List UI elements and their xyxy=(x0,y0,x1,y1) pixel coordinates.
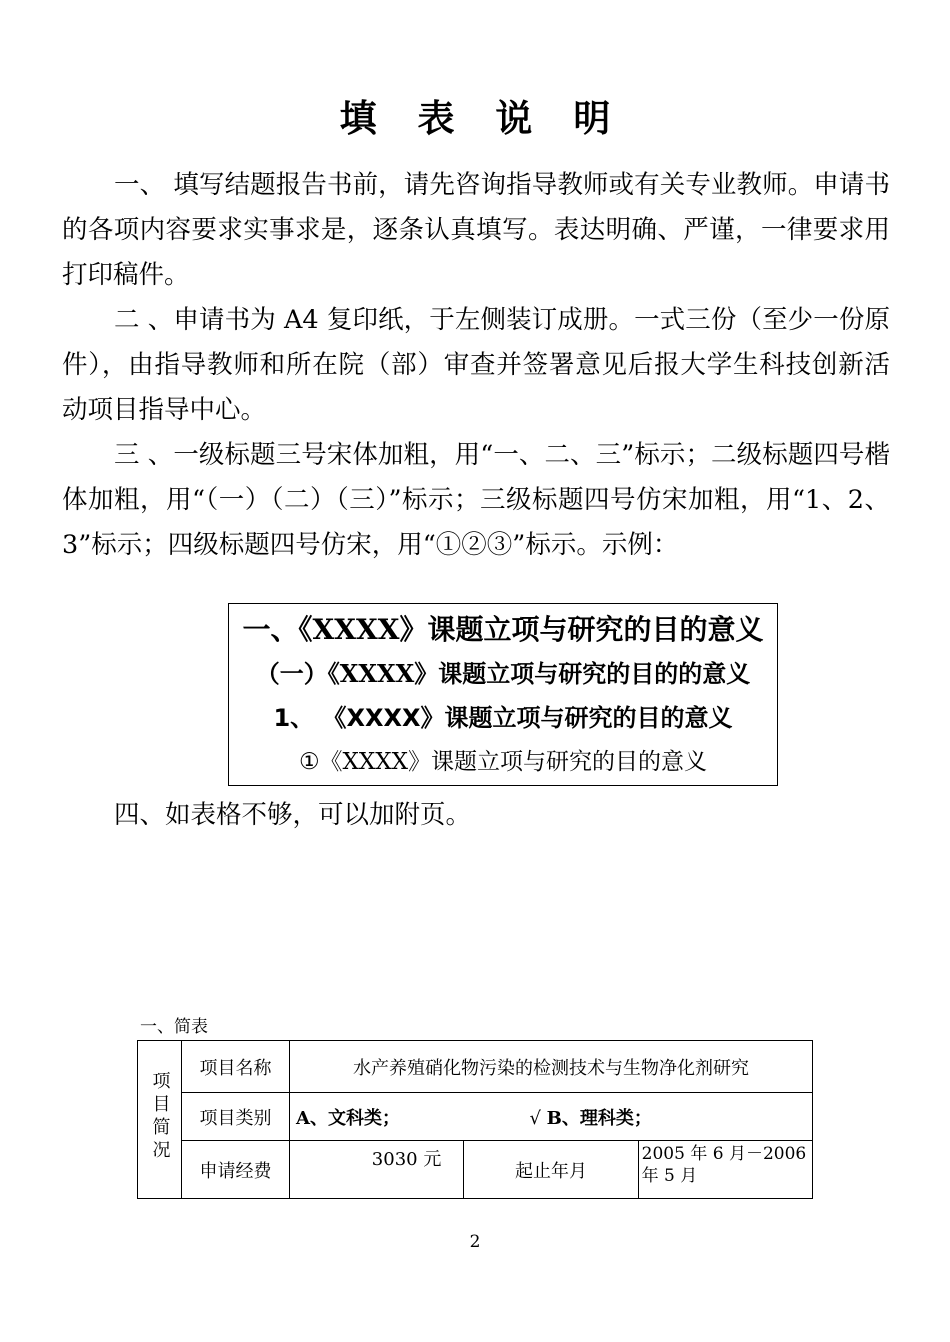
vertical-header-project-overview xyxy=(138,1041,182,1199)
cell-date-range-value[interactable]: 2005 年 6 月－2006 年 5 月 xyxy=(638,1141,812,1199)
category-option-b[interactable]: B、理科类； xyxy=(546,1107,652,1129)
instruction-paragraph-2: 二 、申请书为 A4 复印纸，于左侧装订成册。一式三份（至少一份原件），由指导教师和所在院（部）审查并签署意见后报大学生科技创新活动项目指导中心。 xyxy=(62,305,890,425)
section-label-brief-table: 一、简表 xyxy=(140,1017,208,1037)
table-row xyxy=(138,1141,813,1199)
example-heading-level-2: （一）《XXXX》课题立项与研究的目的的意义 xyxy=(255,659,751,688)
example-heading-level-1: 一、《XXXX》课题立项与研究的目的意义 xyxy=(242,613,764,646)
category-option-a[interactable]: A、文科类； xyxy=(296,1107,400,1129)
instruction-paragraph-1: 一、 填写结题报告书前，请先咨询指导教师或有关专业教师。申请书的各项内容要求实事求是，逐条认真填写。表达明确、严谨，一律要求用打印稿件。 xyxy=(62,170,890,290)
row-label-date-range: 起止年月 xyxy=(464,1141,638,1199)
cell-project-name-value[interactable]: 水产养殖硝化物污染的检测技术与生物净化剂研究 xyxy=(290,1041,813,1093)
page-number: 2 xyxy=(469,1232,481,1252)
example-heading-level-3: 1、 《XXXX》课题立项与研究的目的意义 xyxy=(273,704,733,732)
instructions-block xyxy=(62,163,890,568)
row-label-project-category: 项目类别 xyxy=(182,1093,290,1141)
vertical-header-label: 项目简况 xyxy=(149,1071,171,1163)
table-row xyxy=(138,1041,813,1093)
cell-project-category-value[interactable] xyxy=(290,1093,813,1141)
brief-table xyxy=(137,1040,813,1199)
checkmark-icon: √ xyxy=(529,1107,541,1129)
heading-format-example-box xyxy=(228,603,778,786)
page-title: 填 表 说 明 xyxy=(339,96,625,140)
instruction-paragraph-3: 三 、一级标题三号宋体加粗，用“一、二、三”标示；二级标题四号楷体加粗，用“（一）（二）（三）”标示；三级标题四号仿宋加粗，用“1、2、3”标示；四级标题四号仿宋，用“①②③”标示。示例： xyxy=(62,440,890,560)
row-label-project-name: 项目名称 xyxy=(182,1041,290,1093)
row-label-funding: 申请经费 xyxy=(182,1141,290,1199)
cell-funding-value[interactable]: 3030 元 xyxy=(290,1141,464,1199)
table-row xyxy=(138,1093,813,1141)
instruction-paragraph-4: 四、如表格不够，可以加附页。 xyxy=(114,800,472,830)
example-heading-level-4: ①《XXXX》课题立项与研究的目的意义 xyxy=(298,749,708,775)
